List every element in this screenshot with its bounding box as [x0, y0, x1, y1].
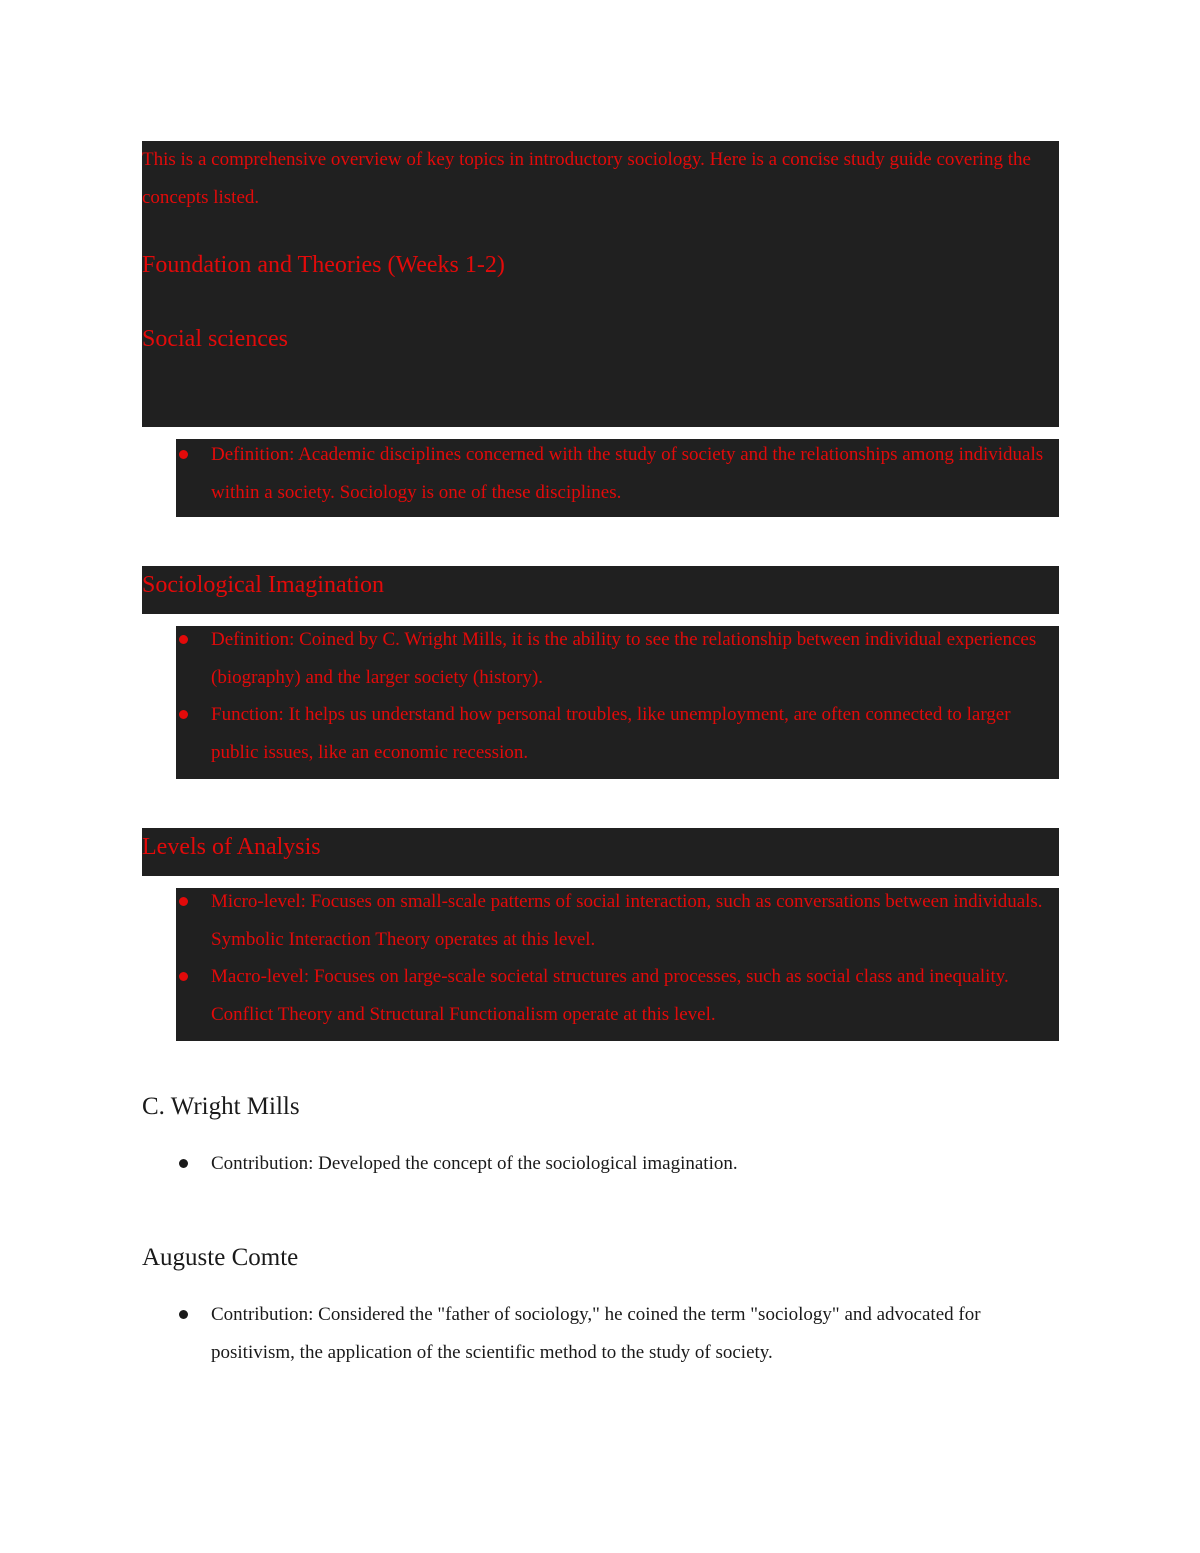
bullet-icon	[179, 897, 188, 906]
sociological-imagination-heading-block	[142, 566, 1059, 614]
social-sciences-list	[176, 436, 1059, 511]
list-item	[176, 1296, 1059, 1371]
bullet-icon	[179, 635, 188, 644]
bullet-icon	[179, 1310, 188, 1319]
list-item-text: Contribution: Developed the concept of the sociological imagination.	[211, 1153, 738, 1174]
list-item-text: Contribution: Considered the "father of sociology," he coined the term "sociology" and advocated for positivism, the application of the scientific method to the study of society.	[211, 1304, 981, 1363]
list-item	[176, 621, 1059, 696]
comte-list	[176, 1296, 1059, 1371]
mills-list	[176, 1145, 1059, 1183]
list-item	[176, 958, 1059, 1033]
section-heading-levels-of-analysis: Levels of Analysis	[142, 834, 321, 860]
comte-list-block	[176, 1296, 1059, 1371]
mills-list-block	[176, 1145, 1059, 1183]
list-item	[176, 1145, 1059, 1183]
levels-of-analysis-list-block	[176, 888, 1059, 1041]
section-heading-auguste-comte: Auguste Comte	[142, 1244, 299, 1271]
social-sciences-list-block	[176, 439, 1059, 517]
list-item-text: Definition: Coined by C. Wright Mills, it is the ability to see the relationship between individual experiences (biography) and the larger society (history).	[211, 629, 1037, 688]
section-heading-social-sciences: Social sciences	[142, 326, 288, 352]
list-item-text: Micro-level: Focuses on small-scale patterns of social interaction, such as conversations between individuals. Symbolic Interaction Theory operates at this level.	[211, 891, 1043, 950]
bullet-icon	[179, 710, 188, 719]
bullet-icon	[179, 972, 188, 981]
list-item	[176, 436, 1059, 511]
list-item-text: Definition: Academic disciplines concerned with the study of society and the relationships among individuals within a society. Sociology is one of these disciplines.	[211, 444, 1044, 503]
list-item	[176, 883, 1059, 958]
section-heading-foundation: Foundation and Theories (Weeks 1-2)	[142, 252, 505, 278]
list-item	[176, 696, 1059, 771]
intro-text: This is a comprehensive overview of key topics in introductory sociology. Here is a concise study guide covering the concepts listed.	[142, 149, 1031, 208]
sociological-imagination-list-block	[176, 626, 1059, 779]
sociological-imagination-list	[176, 621, 1059, 771]
list-item-text: Function: It helps us understand how personal troubles, like unemployment, are often connected to larger public issues, like an economic recession.	[211, 704, 1011, 763]
list-item-text: Macro-level: Focuses on large-scale societal structures and processes, such as social class and inequality. Conflict Theory and Structural Functionalism operate at this level.	[211, 966, 1009, 1025]
section-heading-c-wright-mills: C. Wright Mills	[142, 1093, 300, 1120]
bullet-icon	[179, 450, 188, 459]
bullet-icon	[179, 1159, 188, 1168]
levels-of-analysis-heading-block	[142, 828, 1059, 876]
intro-block	[142, 141, 1059, 427]
section-heading-sociological-imagination: Sociological Imagination	[142, 572, 384, 598]
levels-of-analysis-list	[176, 883, 1059, 1033]
